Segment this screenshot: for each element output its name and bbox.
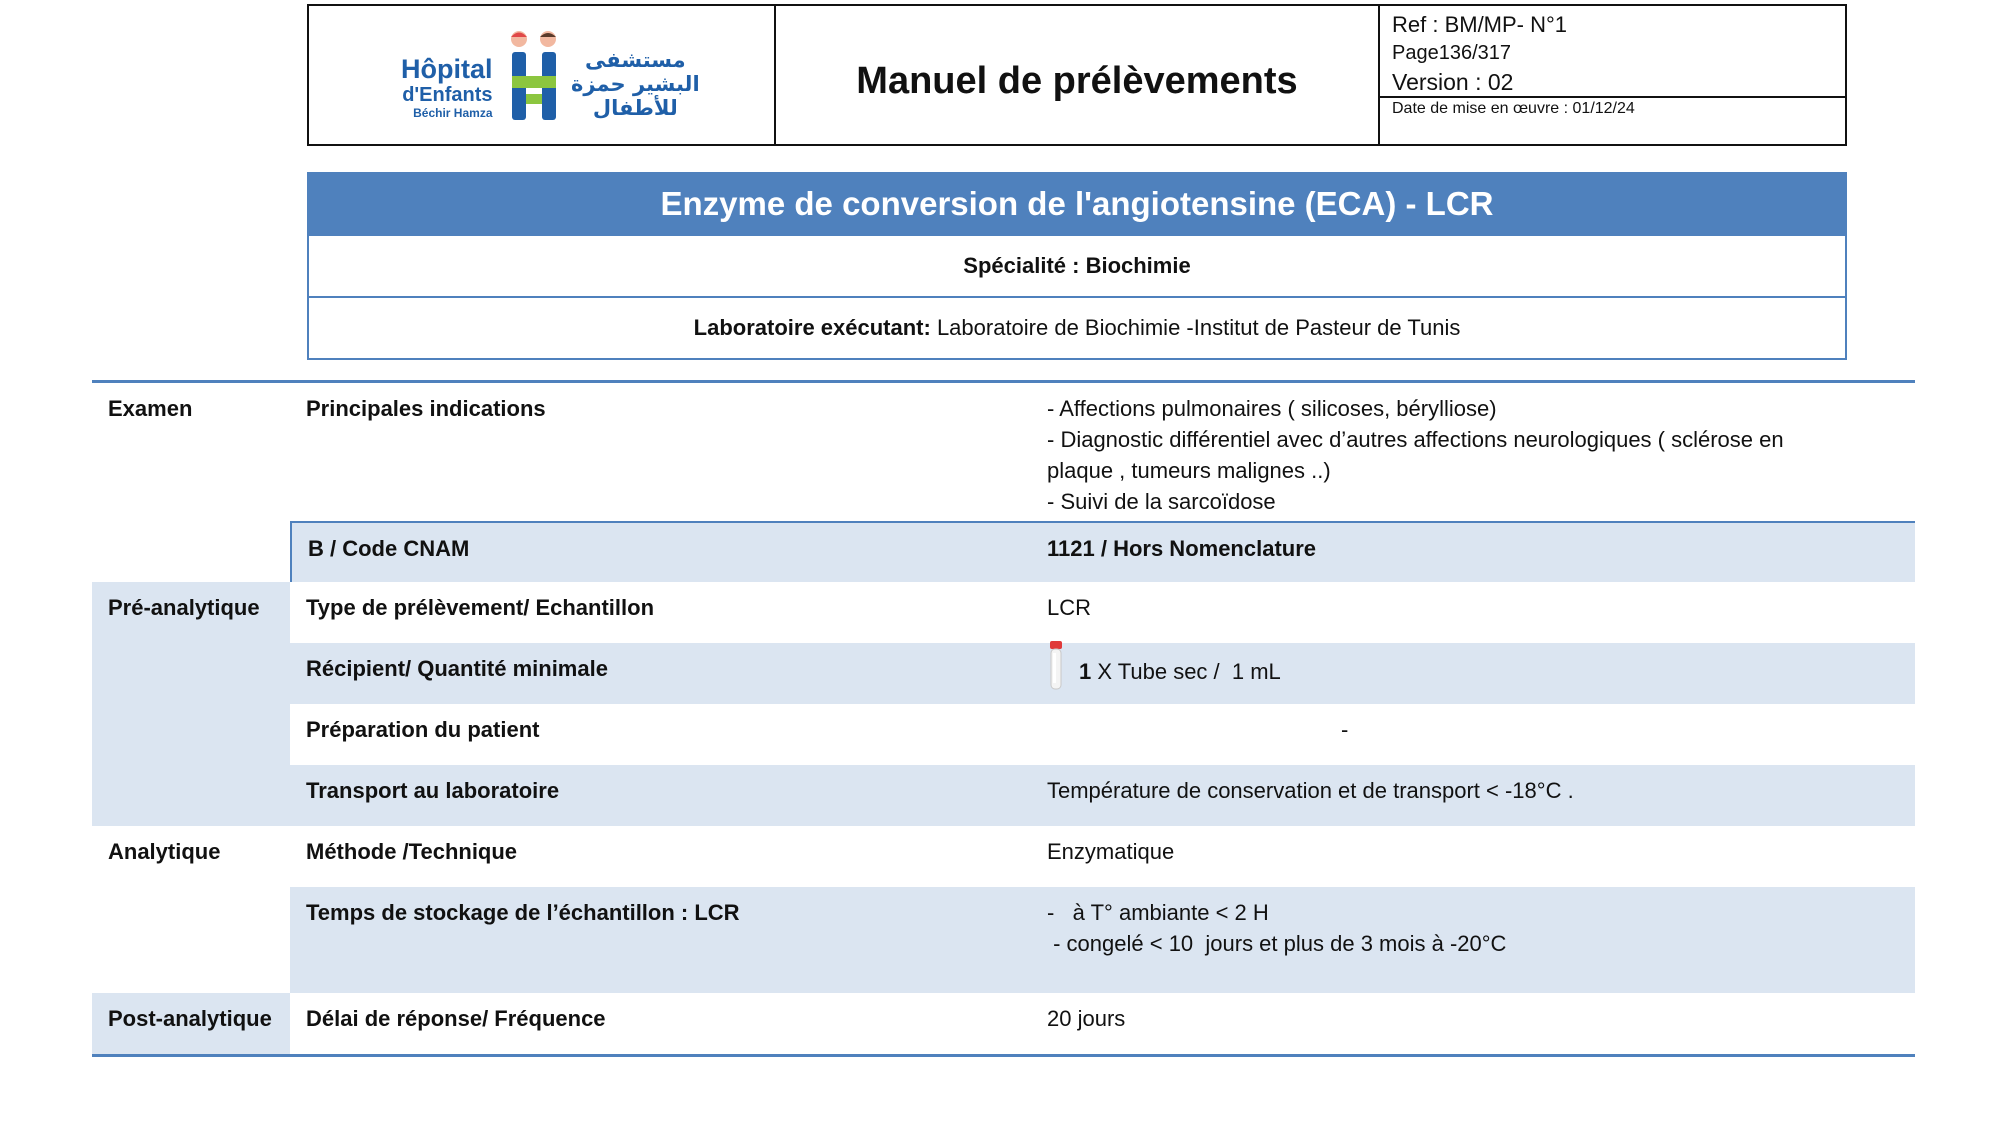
type-value: LCR [1047, 595, 1092, 620]
table-row [92, 993, 1915, 1054]
indication-line: plaque , tumeurs malignes ..) [1047, 458, 1331, 483]
hospital-logo [309, 6, 776, 144]
document-header [307, 4, 1847, 146]
table-row [92, 643, 1915, 704]
executing-lab-value: Laboratoire de Biochimie -Institut de Pasteur de Tunis [930, 315, 1461, 340]
reference-block [1380, 6, 1845, 144]
storage-line: - congelé < 10 jours et plus de 3 mois à -20°C [1047, 931, 1507, 956]
recipient-label: Récipient/ Quantité minimale [290, 643, 1047, 704]
section-post-analytique: Post-analytique [92, 993, 290, 1054]
table-row [92, 582, 1915, 643]
preparation-value: - [1341, 717, 1349, 742]
hospital-h-logo-icon [504, 28, 564, 123]
recipient-value [1047, 643, 1915, 704]
table-row [92, 704, 1915, 765]
recipient-text: X Tube sec / 1 mL [1091, 658, 1281, 684]
version: Version : 02 [1392, 69, 1514, 95]
logo-ar-line-2: البشير حمزة [571, 72, 700, 96]
method-value: Enzymatique [1047, 839, 1175, 864]
specialty: Spécialité : Biochimie [309, 234, 1845, 296]
info-table [92, 380, 1915, 1057]
delay-label: Délai de réponse/ Fréquence [306, 1006, 606, 1031]
method-label: Méthode /Technique [306, 839, 518, 864]
transport-label: Transport au laboratoire [290, 765, 1047, 826]
indication-line: - Suivi de la sarcoïdose [1047, 489, 1276, 514]
section-pre-analytique: Pré-analytique [92, 582, 290, 643]
logo-french-text [401, 56, 493, 119]
tube-icon [1047, 641, 1065, 693]
indication-line: - Affections pulmonaires ( silicoses, bérylliose) [1047, 396, 1497, 421]
storage-line: - à T° ambiante < 2 H [1047, 900, 1269, 925]
table-row [92, 765, 1915, 826]
logo-line-1: Hôpital [401, 54, 493, 84]
indication-line: - Diagnostic différentiel avec d’autres affections neurologiques ( sclérose en [1047, 427, 1784, 452]
transport-value: Température de conservation et de transport < -18°C . [1047, 765, 1915, 826]
executing-lab [309, 296, 1845, 358]
table-row [92, 521, 1915, 582]
manual-title: Manuel de prélèvements [776, 6, 1380, 144]
indications-value [1047, 383, 1915, 521]
test-title: Enzyme de conversion de l'angiotensine (ECA) - LCR [309, 174, 1845, 234]
table-row [92, 826, 1915, 887]
indications-label: Principales indications [306, 396, 546, 421]
type-label: Type de prélèvement/ Echantillon [306, 595, 655, 620]
implementation-date: Date de mise en œuvre : 01/12/24 [1392, 100, 1635, 117]
section-examen: Examen [108, 396, 193, 421]
preparation-label: Préparation du patient [306, 717, 540, 742]
logo-ar-line-3: للأطفال [592, 96, 678, 120]
logo-arabic-text [571, 48, 700, 120]
test-title-block [307, 172, 1847, 360]
logo-ar-line-1: مستشفى [584, 48, 686, 72]
table-row [92, 383, 1915, 521]
logo-line-2: d'Enfants [402, 84, 493, 106]
section-analytique: Analytique [108, 839, 221, 864]
storage-label: Temps de stockage de l’échantillon : LCR [290, 887, 1047, 993]
logo-line-3: Béchir Hamza [413, 106, 493, 120]
page-number: Page136/317 [1392, 42, 1512, 64]
code-label: B / Code CNAM [290, 521, 1047, 582]
delay-value: 20 jours [1047, 1006, 1126, 1031]
ref-number: Ref : BM/MP- N°1 [1392, 12, 1568, 37]
storage-value [1047, 887, 1915, 993]
recipient-qty: 1 [1079, 658, 1092, 684]
table-row [92, 887, 1915, 993]
executing-lab-label: Laboratoire exécutant: [693, 315, 931, 340]
code-value: 1121 / Hors Nomenclature [1047, 521, 1915, 582]
